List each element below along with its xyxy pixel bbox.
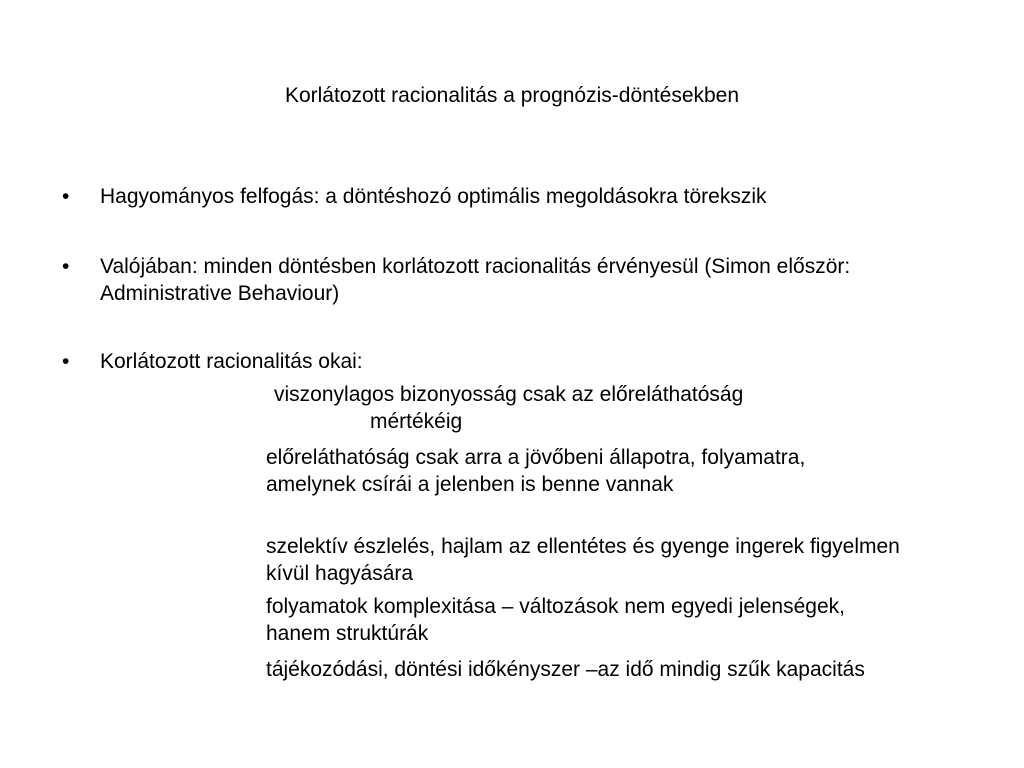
bullet-text: Hagyományos felfogás: a döntéshozó optimális megoldásokra törekszik [100, 185, 767, 208]
bullet-text: Korlátozott racionalitás okai: [100, 350, 363, 373]
cause-item [274, 381, 874, 435]
bullet-marker: • [62, 350, 70, 373]
cause-item: előreláthatóság csak arra a jövőbeni állapotra, folyamatra, amelynek csírái a jelenben is benne vannak [266, 446, 806, 496]
slide-title: Korlátozott racionalitás a prognózis-döntésekben [284, 84, 740, 107]
cause-item: tájékozódási, döntési időkényszer –az idő mindig szűk kapacitás [266, 658, 865, 681]
bullet-marker: • [62, 255, 70, 278]
cause-item: folyamatok komplexitása – változások nem egyedi jelenségek, hanem struktúrák [266, 595, 845, 645]
cause-text-line: mértékéig [370, 410, 463, 433]
bullet-text: Valójában: minden döntésben korlátozott racionalitás érvényesül (Simon először: Administrative Behaviour) [100, 255, 851, 305]
bullet-marker: • [62, 185, 70, 208]
cause-item: szelektív észlelés, hajlam az ellentétes és gyenge ingerek figyelmen kívül hagyására [266, 535, 900, 585]
cause-text-line: viszonylagos bizonyosság csak az előreláthatóság [274, 383, 744, 406]
